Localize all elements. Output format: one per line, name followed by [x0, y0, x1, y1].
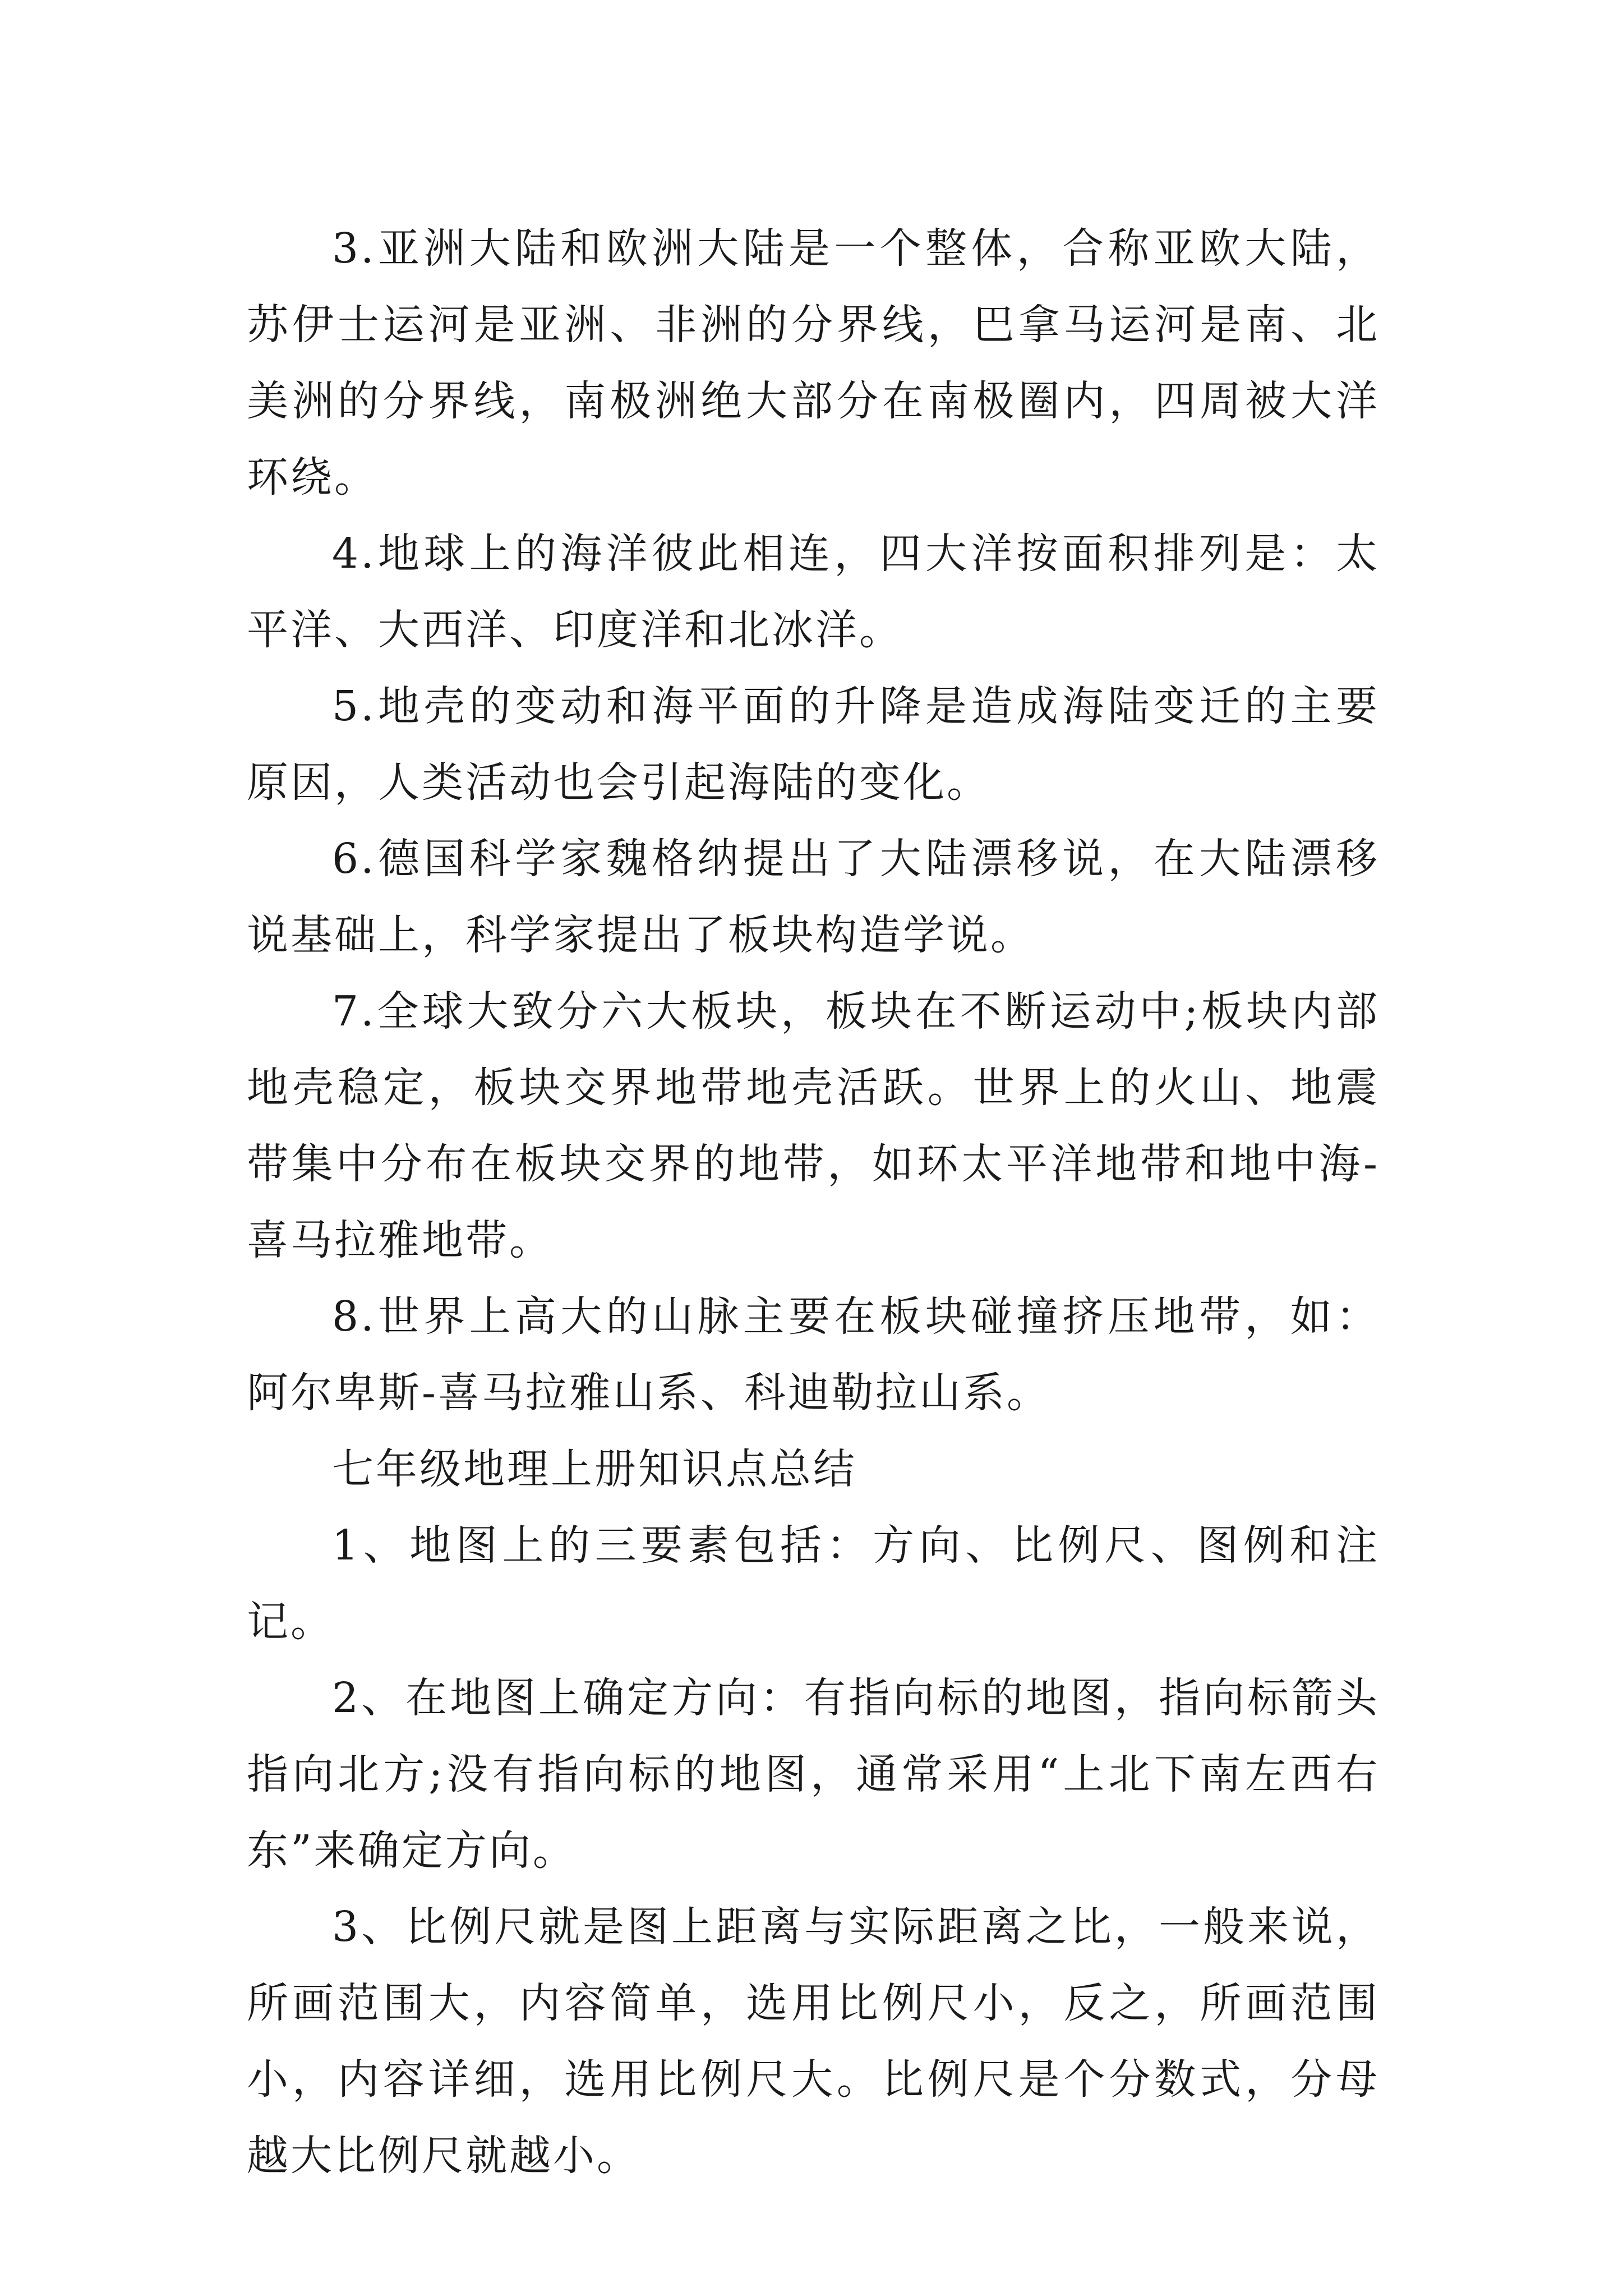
section-heading: 七年级地理上册知识点总结: [332, 1445, 857, 1493]
document-body: [247, 210, 1380, 2194]
paragraph-four-oceans: 4.地球上的海洋彼此相连，四大洋按面积排列是：太平洋、大西洋、印度洋和北冰洋。: [247, 530, 1380, 654]
paragraph-mountains: 8.世界上高大的山脉主要在板块碰撞挤压地带，如：阿尔卑斯-喜马拉雅山系、科迪勒拉山系。: [247, 1292, 1380, 1417]
paragraph-scale: 3、比例尺就是图上距离与实际距离之比，一般来说，所画范围大，内容简单，选用比例尺小，反之，所画范围小，内容详细，选用比例尺大。比例尺是个分数式，分母越大比例尺就越小。: [247, 1903, 1380, 2180]
paragraph-map-elements: 1、地图上的三要素包括：方向、比例尺、图例和注记。: [247, 1521, 1380, 1646]
paragraph-map-direction: 2、在地图上确定方向：有指向标的地图，指向标箭头指向北方;没有指向标的地图，通常采用“上北下南左西右东”来确定方向。: [247, 1674, 1380, 1875]
paragraph-sea-land-change: 5.地壳的变动和海平面的升降是造成海陆变迁的主要原因，人类活动也会引起海陆的变化。: [247, 682, 1380, 807]
paragraph-plates: 7.全球大致分六大板块，板块在不断运动中;板块内部地壳稳定，板块交界地带地壳活跃。世界上的火山、地震带集中分布在板块交界的地带，如环太平洋地带和地中海-喜马拉雅地带。: [247, 987, 1380, 1264]
paragraph-continental-drift: 6.德国科学家魏格纳提出了大陆漂移说，在大陆漂移说基础上，科学家提出了板块构造学说。: [247, 835, 1380, 959]
paragraph-asia-europe: 3.亚洲大陆和欧洲大陆是一个整体，合称亚欧大陆，苏伊士运河是亚洲、非洲的分界线，巴拿马运河是南、北美洲的分界线，南极洲绝大部分在南极圈内，四周被大洋环绕。: [247, 224, 1380, 501]
